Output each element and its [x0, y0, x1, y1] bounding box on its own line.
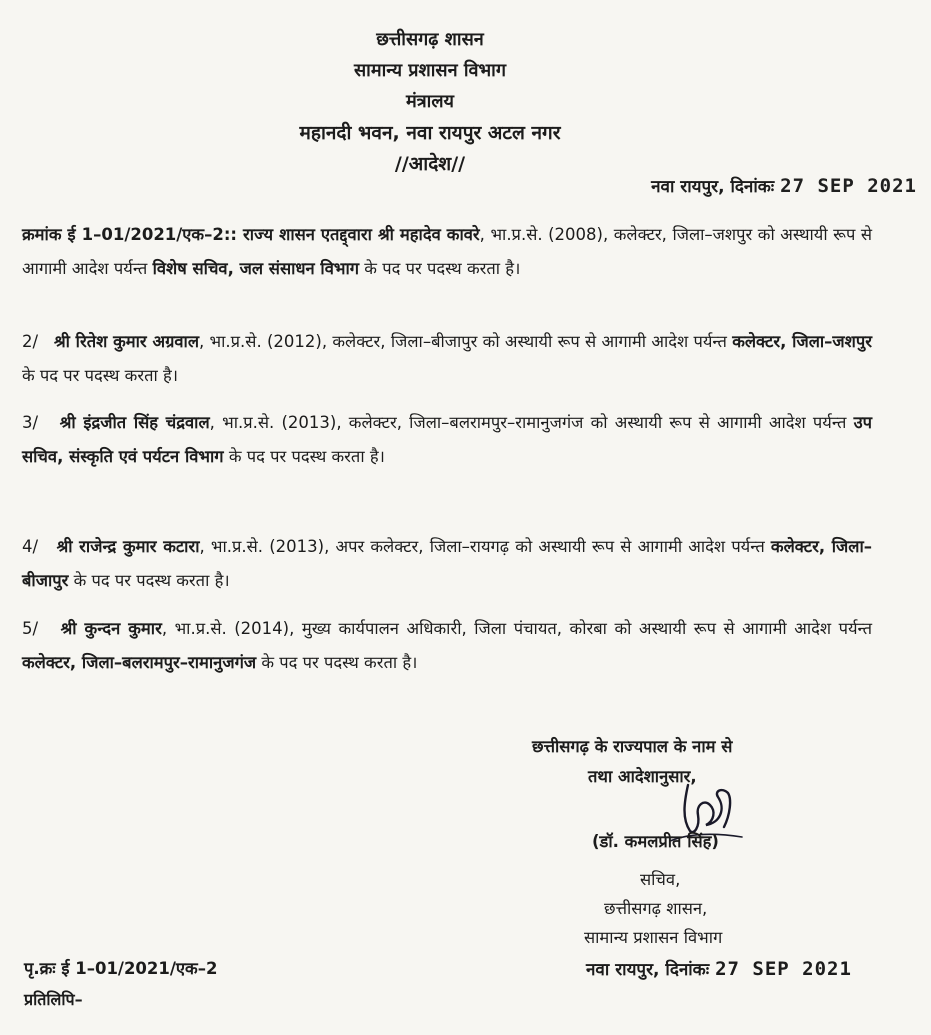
- para-text: के पद पर पदस्थ करता है।: [256, 653, 418, 672]
- para-number: 5/: [22, 619, 61, 638]
- order-date-line: [651, 174, 917, 197]
- paragraph-2: [22, 325, 872, 393]
- officer-name: श्री रितेश कुमार अग्रवाल: [53, 332, 200, 351]
- new-post: उप सचिव, संस्कृति एवं पर्यटन विभाग: [22, 413, 872, 466]
- header-address: महानदी भवन, नवा रायपुर अटल नगर: [299, 122, 561, 144]
- para-text: के पद पर पदस्थ करता है।: [223, 447, 385, 466]
- paragraph-1: [22, 218, 872, 286]
- signatory-name: (डॉ. कमलप्रीत सिंह): [592, 832, 719, 851]
- para-text: , भा.प्र.से. (2014), मुख्य कार्यपालन अधिकारी, जिला पंचायत, कोरबा को अस्थायी रूप से आगामी आदेश पर्यन्त: [161, 619, 872, 638]
- paragraph-5: [22, 612, 872, 680]
- header-ministry: मंत्रालय: [405, 91, 454, 112]
- new-post: विशेष सचिव, जल संसाधन विभाग: [152, 259, 360, 278]
- endorsement-date-line: [586, 957, 852, 980]
- header-department: सामान्य प्रशासन विभाग: [354, 60, 506, 81]
- officer-name: श्री महादेव कावरे: [377, 225, 480, 244]
- para-text: , भा.प्र.से. (2008), कलेक्टर, जिला–जशपुर को अस्थायी रूप से आगामी आदेश पर्यन्त: [22, 225, 872, 278]
- header-government: छत्तीसगढ़ शासन: [376, 29, 484, 50]
- paragraph-3: [22, 406, 872, 474]
- officer-name: श्री राजेन्द्र कुमार कटारा: [56, 537, 200, 556]
- order-date-stamp: 27 SEP 2021: [780, 175, 917, 197]
- copy-to-label: प्रतिलिपि–: [24, 990, 83, 1009]
- officer-name: श्री कुन्दन कुमार: [60, 619, 162, 638]
- header-order-title: //आदेश//: [394, 153, 466, 175]
- para-number: 3/: [22, 413, 60, 432]
- order-date-prefix: नवा रायपुर, दिनांकः: [651, 177, 775, 197]
- para-text: के पद पर पदस्थ करता है।: [359, 259, 521, 278]
- endorsement-reference: पृ.क्रः ई 1–01/2021/एक–2: [24, 959, 218, 978]
- para-text: के पद पर पदस्थ करता है।: [22, 366, 179, 385]
- para-text: के पद पर पदस्थ करता है।: [68, 571, 230, 590]
- new-post: कलेक्टर, जिला–बीजापुर: [22, 537, 872, 590]
- by-order-line: तथा आदेशानुसार,: [588, 767, 697, 786]
- endorsement-date-stamp: 27 SEP 2021: [715, 958, 852, 980]
- para-text: , भा.प्र.से. (2013), अपर कलेक्टर, जिला–रायगढ़ को अस्थायी रूप से आगामी आदेश पर्यन्त: [199, 537, 771, 556]
- new-post: कलेक्टर, जिला–बलरामपुर–रामानुजगंज: [22, 653, 257, 672]
- governor-name-line: छत्तीसगढ़ के राज्यपाल के नाम से: [532, 737, 733, 756]
- endorsement-date-prefix: नवा रायपुर, दिनांकः: [586, 960, 710, 980]
- officer-name: श्री इंद्रजीत सिंह चंद्रवाल: [59, 413, 210, 432]
- signatory-org: छत्तीसगढ़ शासन,: [604, 899, 708, 918]
- para-text: , भा.प्र.से. (2013), कलेक्टर, जिला–बलरामपुर–रामानुजगंज को अस्थायी रूप से आगामी आदेश पर्यन्त: [209, 413, 854, 432]
- para-number: 2/: [22, 332, 54, 351]
- para-number: 4/: [22, 537, 57, 556]
- paragraph-4: [22, 530, 872, 598]
- signatory-designation: सचिव,: [640, 870, 681, 889]
- para-text: , भा.प्र.से. (2012), कलेक्टर, जिला–बीजापुर को अस्थायी रूप से आगामी आदेश पर्यन्त: [199, 332, 733, 351]
- para-text: क्रमांक ई 1–01/2021/एक–2:: राज्य शासन एतद्द्वारा: [22, 225, 378, 244]
- new-post: कलेक्टर, जिला–जशपुर: [732, 332, 872, 351]
- signatory-department: सामान्य प्रशासन विभाग: [584, 928, 723, 947]
